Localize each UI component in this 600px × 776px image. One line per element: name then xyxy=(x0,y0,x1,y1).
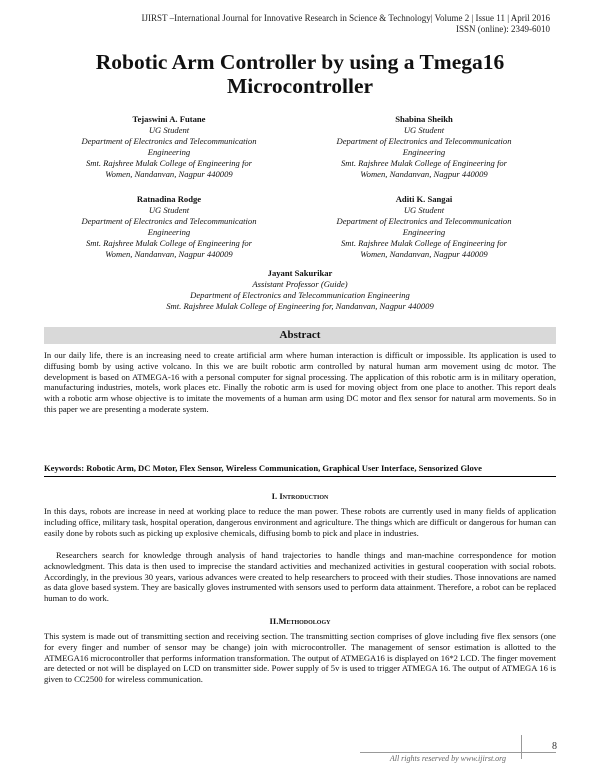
author-dept: Engineering xyxy=(402,226,446,237)
section-heading-methodology xyxy=(44,616,556,626)
guide-block xyxy=(40,268,560,312)
author-dept: Department of Electronics and Telecommunication xyxy=(336,135,512,146)
author-institution: Smt. Rajshree Mulak College of Engineering for xyxy=(340,157,508,168)
journal-header xyxy=(30,13,550,35)
guide-name: Jayant Sakurikar xyxy=(267,268,333,278)
author-institution: Women, Nandanvan, Nagpur 440009 xyxy=(360,248,488,259)
footer-rights: All rights reserved by www.ijirst.org xyxy=(389,754,506,763)
title-line-1: Robotic Arm Controller by using a Tmega16 xyxy=(95,50,505,74)
author-role: UG Student xyxy=(403,204,445,215)
author-dept: Department of Electronics and Telecommunication xyxy=(81,135,257,146)
guide-dept: Department of Electronics and Telecommunication Engineering xyxy=(190,289,410,300)
methodology-paragraph-1: This system is made out of transmitting section and receiving section. The transmitting section comprises of glove including five flex sensors (one for every finger and number of sensor may be change) join with microcontroller. The management of sensor estimation is allotted to the ATMEGA16 microcontroller that performs information transformation. The output of ATMEGA16 is displayed on 16*2 LCD. The finger movement are detected or not will be displayed on LCD on transmitter side. Power supply of 5v is used to trigger ATMEGA 16. The output of ATMEGA 16 is given to CC2500 for wireless communication. xyxy=(44,631,556,685)
section-title: Introduction xyxy=(279,491,329,501)
title-line-2: Microcontroller xyxy=(226,74,374,98)
author-institution: Smt. Rajshree Mulak College of Engineering for xyxy=(85,237,253,248)
section-title: Methodology xyxy=(278,616,331,626)
author-name: Ratnadina Rodge xyxy=(136,194,202,204)
section-heading-introduction xyxy=(44,491,556,501)
author-dept: Engineering xyxy=(147,146,191,157)
paper-title xyxy=(40,50,560,98)
author-institution: Women, Nandanvan, Nagpur 440009 xyxy=(105,168,233,179)
author-dept: Department of Electronics and Telecommunication xyxy=(336,215,512,226)
guide-role: Assistant Professor (Guide) xyxy=(252,278,348,289)
intro-paragraph-2: Researchers search for knowledge through analysis of hand trajectories to handle things and man-machine correspondence for motion acknowledgment. This data is then used to imprecise the standard activities and mechanized activities in gestural cooperation with social robots. Accordingly, in the previous 30 years, various advances were created to help researchers to proceed with their studies. Those innovations are named as data glove based system. They are basically gloves instrumented with sensors used to perform data attainment. Therefore, a robot can be replaced human to do work. xyxy=(44,550,556,604)
author-dept: Department of Electronics and Telecommunication xyxy=(81,215,257,226)
author-role: UG Student xyxy=(403,124,445,135)
author-block xyxy=(300,194,548,259)
author-institution: Smt. Rajshree Mulak College of Engineering for xyxy=(85,157,253,168)
section-divider xyxy=(44,476,556,477)
author-block xyxy=(44,194,294,259)
intro-paragraph-1: In this days, robots are increase in need at working place to reduce the man power. These robots are currently used in many fields of application including office, military task, hospital operation, dangerous environment and agriculture. The things which are difficult or dangerous for human can easily done by robots such as picking up explosive chemicals, diffusing bomb to pick and place in industries. xyxy=(44,506,556,538)
journal-line: IJIRST –International Journal for Innovative Research in Science & Technology| Volume 2 | Issue 11 | April 2016 xyxy=(141,13,550,23)
author-block xyxy=(300,114,548,179)
abstract-text: In our daily life, there is an increasing need to create artificial arm where human interaction is difficult or impossible. Its application is used to diffusing bomb by using active volcano. In this we are built robotic arm controlled by natural human arm movement using dc motor. The development is based on ATMEGA-16 with a personal computer for signal processing. The application of this robotic arm is in military operation, manufacturing industries, motels, work places etc. Finally the robotic arm is used for moving object from one place to another. This report deals with a robotic arm whose objective is to imitate the movements of a human arm using DC motor and flex sensor for natural arm movements. So in this paper we are presenting a moderate system. xyxy=(44,350,556,414)
author-name: Shabina Sheikh xyxy=(395,114,453,124)
author-block xyxy=(44,114,294,179)
author-institution: Women, Nandanvan, Nagpur 440009 xyxy=(360,168,488,179)
keywords: Keywords: Robotic Arm, DC Motor, Flex Sensor, Wireless Communication, Graphical User Interface, Sensorized Glove xyxy=(44,463,482,473)
author-name: Aditi K. Sangai xyxy=(395,194,453,204)
issn-line: ISSN (online): 2349-6010 xyxy=(456,24,550,34)
author-name: Tejaswini A. Futane xyxy=(132,114,206,124)
author-dept: Engineering xyxy=(147,226,191,237)
guide-institution: Smt. Rajshree Mulak College of Engineering for, Nandanvan, Nagpur 440009 xyxy=(166,300,434,311)
abstract-heading: Abstract xyxy=(44,327,556,344)
author-institution: Smt. Rajshree Mulak College of Engineering for xyxy=(340,237,508,248)
page-number: 8 xyxy=(521,735,557,759)
section-number: II. xyxy=(269,616,279,626)
author-role: UG Student xyxy=(148,124,190,135)
author-institution: Women, Nandanvan, Nagpur 440009 xyxy=(105,248,233,259)
author-role: UG Student xyxy=(148,204,190,215)
author-dept: Engineering xyxy=(402,146,446,157)
section-number: I. xyxy=(271,491,278,501)
